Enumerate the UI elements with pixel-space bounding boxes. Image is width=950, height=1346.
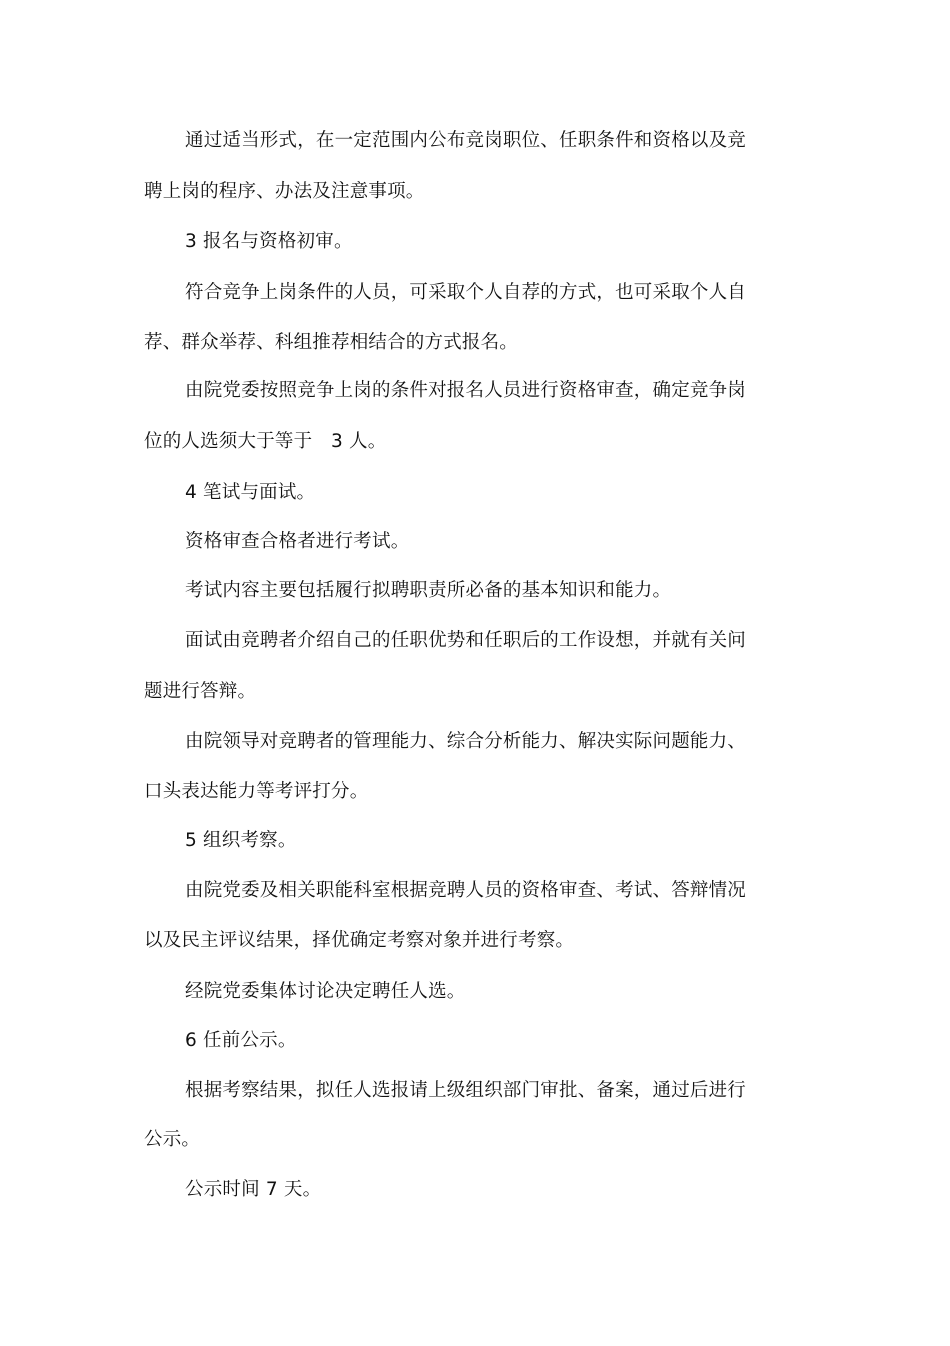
section-heading-3: 3 报名与资格初审。 [185,231,353,252]
paragraph-11-line-1: 由院党委及相关职能科室根据竞聘人员的资格审查、考试、答辩情况 [185,880,747,901]
paragraph-4-line-2: 位的人选须大于等于 3 人。 [144,431,387,452]
paragraph-14-line-2: 公示。 [144,1129,201,1150]
section-heading-4: 4 笔试与面试。 [185,482,316,503]
paragraph-8-line-2: 题进行答辩。 [144,681,257,702]
paragraph-9-line-1: 由院领导对竞聘者的管理能力、综合分析能力、解决实际问题能力、 [185,731,747,752]
paragraph-3-line-2: 荐、群众举荐、科组推荐相结合的方式报名。 [144,332,519,353]
paragraph-6: 资格审查合格者进行考试。 [185,531,410,552]
paragraph-4-line-1: 由院党委按照竞争上岗的条件对报名人员进行资格审查，确定竞争岗 [185,380,747,401]
section-heading-5: 5 组织考察。 [185,830,297,851]
paragraph-7: 考试内容主要包括履行拟聘职责所必备的基本知识和能力。 [185,580,672,601]
paragraph-1-line-2: 聘上岗的程序、办法及注意事项。 [144,181,425,202]
section-heading-6: 6 任前公示。 [185,1030,297,1051]
paragraph-1-line-1: 通过适当形式，在一定范围内公布竞岗职位、任职条件和资格以及竞 [185,130,747,151]
paragraph-11-line-2: 以及民主评议结果，择优确定考察对象并进行考察。 [144,930,575,951]
paragraph-14-line-1: 根据考察结果，拟任人选报请上级组织部门审批、备案，通过后进行 [185,1080,747,1101]
paragraph-3-line-1: 符合竞争上岗条件的人员，可采取个人自荐的方式，也可采取个人自 [185,282,747,303]
paragraph-8-line-1: 面试由竞聘者介绍自己的任职优势和任职后的工作设想，并就有关问 [185,630,747,651]
paragraph-12: 经院党委集体讨论决定聘任人选。 [185,981,466,1002]
paragraph-15: 公示时间 7 天。 [185,1179,322,1200]
paragraph-9-line-2: 口头表达能力等考评打分。 [144,781,369,802]
